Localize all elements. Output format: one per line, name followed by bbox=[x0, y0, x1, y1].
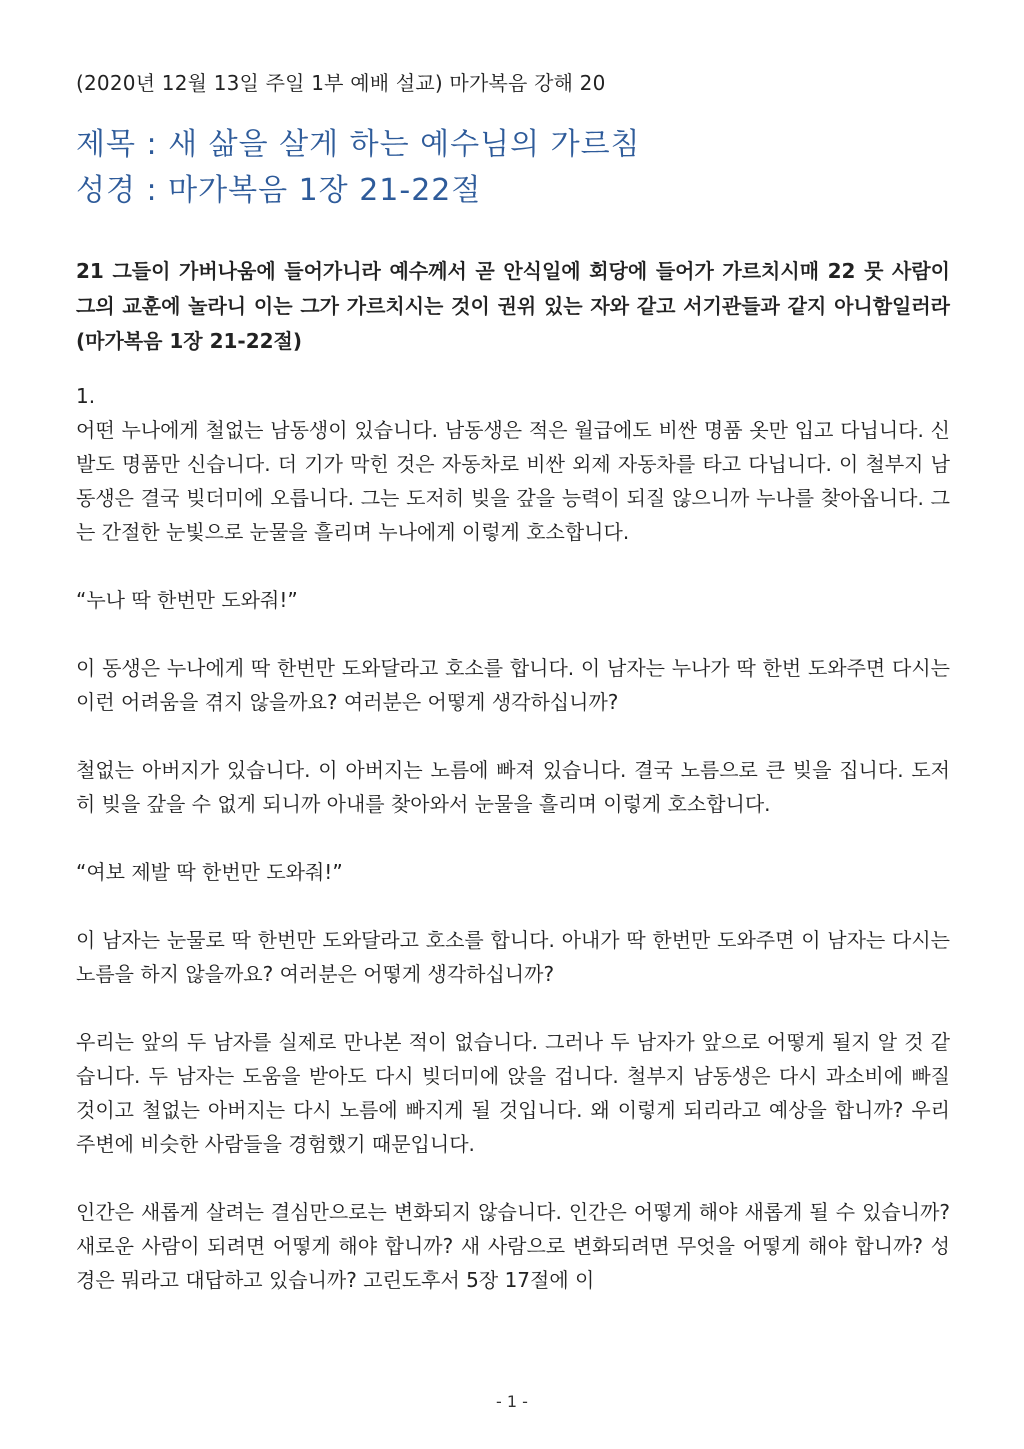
section-number: 1. bbox=[76, 384, 96, 408]
scripture-reference: 성경 : 마가복음 1장 21-22절 bbox=[76, 173, 482, 208]
body-paragraph: 인간은 새롭게 살려는 결심만으로는 변화되지 않습니다. 인간은 어떻게 해야 새롭게 될 수 있습니까? 새로운 사람이 되려면 어떻게 해야 합니까? 새 사람으로 변화되려면 무엇을 어떻게 해야 합니까? 성경은 뭐라고 대답하고 있습니까? 고린도후서 5장 17절에 이 bbox=[76, 1200, 950, 1292]
scripture-passage: 21 그들이 가버나움에 들어가니라 예수께서 곧 안식일에 회당에 들어가 가르치시매 22 뭇 사람이 그의 교훈에 놀라니 이는 그가 가르치시는 것이 권위 있는 자와 같고 서기관들과 같지 아니함일러라 (마가복음 1장 21-22절) bbox=[76, 259, 950, 353]
body-paragraph: 이 동생은 누나에게 딱 한번만 도와달라고 호소를 합니다. 이 남자는 누나가 딱 한번 도와주면 다시는 이런 어려움을 겪지 않을까요? 여러분은 어떻게 생각하십니까? bbox=[76, 656, 950, 714]
sermon-title-block bbox=[76, 122, 950, 214]
body-paragraph: 어떤 누나에게 철없는 남동생이 있습니다. 남동생은 적은 월급에도 비싼 명품 옷만 입고 다닙니다. 신발도 명품만 신습니다. 더 기가 막힌 것은 자동차로 비싼 외제 자동차를 타고 다닙니다. 이 철부지 남동생은 결국 빚더미에 오릅니다. 그는 도저히 빚을 갚을 능력이 되질 않으니까 누나를 찾아옵니다. 그는 간절한 눈빛으로 눈물을 흘리며 누나에게 이렇게 호소합니다. bbox=[76, 418, 950, 544]
body-paragraph: 철없는 아버지가 있습니다. 이 아버지는 노름에 빠져 있습니다. 결국 노름으로 큰 빚을 집니다. 도저히 빚을 갚을 수 없게 되니까 아내를 찾아와서 눈물을 흘리며 이렇게 호소합니다. bbox=[76, 758, 950, 816]
body-paragraph: 이 남자는 눈물로 딱 한번만 도와달라고 호소를 합니다. 아내가 딱 한번만 도와주면 이 남자는 다시는 노름을 하지 않을까요? 여러분은 어떻게 생각하십니까? bbox=[76, 928, 950, 986]
document-page bbox=[76, 68, 950, 1331]
quote-paragraph: “여보 제발 딱 한번만 도와줘!” bbox=[76, 860, 343, 884]
page-number: - 1 - bbox=[496, 1392, 528, 1411]
body-paragraph: 우리는 앞의 두 남자를 실제로 만나본 적이 없습니다. 그러나 두 남자가 앞으로 어떻게 될지 알 것 같습니다. 두 남자는 도움을 받아도 다시 빚더미에 앉을 겁니다. 철부지 남동생은 다시 과소비에 빠질 것이고 철없는 아버지는 다시 노름에 빠지게 될 것입니다. 왜 이렇게 되리라고 예상을 합니까? 우리 주변에 비슷한 사람들을 경험했기 때문입니다. bbox=[76, 1030, 950, 1156]
service-info-header: (2020년 12월 13일 주일 1부 예배 설교) 마가복음 강해 20 bbox=[76, 71, 606, 95]
sermon-title: 제목 : 새 삶을 살게 하는 예수님의 가르침 bbox=[76, 127, 641, 162]
quote-paragraph: “누나 딱 한번만 도와줘!” bbox=[76, 588, 298, 612]
